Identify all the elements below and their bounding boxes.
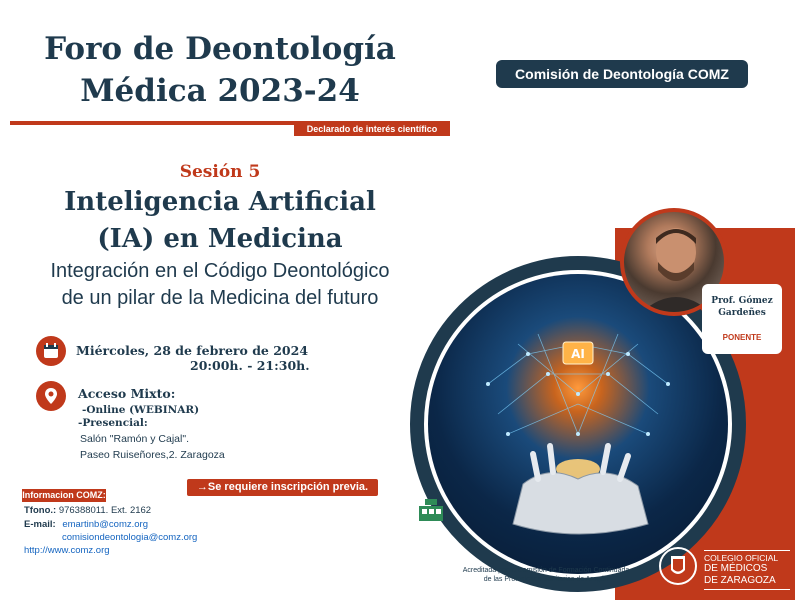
- contact-heading: Informacion COMZ:: [22, 490, 106, 500]
- college-line-1: COLEGIO OFICIAL: [704, 553, 779, 563]
- topic-line-2: (IA) en Medicina: [97, 224, 343, 254]
- title-line-1: Foro de Deontología: [44, 31, 396, 67]
- venue-address: Paseo Ruiseñores,2. Zaragoza: [80, 449, 225, 461]
- phone-line: [24, 505, 151, 516]
- session-subtitle: [0, 258, 440, 312]
- topic-line-1: Inteligencia Artificial: [64, 187, 376, 217]
- accreditation-line-2: de las Profesiones Sanitarias de Aragón: [483, 576, 609, 583]
- commission-badge: Comisión de Deontología COMZ: [496, 60, 748, 88]
- phone-number: 976388011. Ext. 2162: [58, 505, 152, 516]
- subtitle-line-2: de un pilar de la Medicina del futuro: [61, 287, 379, 309]
- venue-room: Salón "Ramón y Cajal".: [80, 433, 190, 445]
- accreditation-line-1: Acreditada por la Comisión de Formación Continuada: [462, 567, 630, 574]
- subtitle-line-1: Integración en el Código Deontológico: [50, 260, 390, 282]
- calendar-icon: [36, 336, 66, 366]
- speaker-name-line-1: Prof. Gómez: [711, 296, 773, 306]
- email-line: [24, 519, 148, 530]
- email-link-1[interactable]: emartinb@comz.org: [62, 519, 148, 530]
- registration-notice: →Se requiere inscripción previa.: [187, 479, 378, 496]
- college-crest-icon: [658, 544, 698, 592]
- website-link[interactable]: http://www.comz.org: [24, 545, 110, 556]
- college-line-3: DE ZARAGOZA: [704, 575, 776, 586]
- ai-brain-hand-image: [428, 274, 728, 574]
- speaker-name: [702, 295, 782, 319]
- session-label: Sesión 5: [179, 162, 261, 182]
- access-presencial: -Presencial:: [78, 417, 148, 429]
- ai-chip-label: AI: [571, 347, 585, 361]
- declared-badge: Declarado de interés científico: [294, 122, 450, 136]
- access-online: -Online (WEBINAR): [82, 404, 200, 416]
- college-line-2: DE MÉDICOS: [704, 563, 768, 574]
- location-pin-icon: [36, 381, 66, 411]
- event-date: Miércoles, 28 de febrero de 2024: [76, 343, 309, 358]
- page-title: [0, 28, 440, 112]
- phone-label: Tfono.:: [24, 505, 57, 516]
- accreditation-logo: [418, 498, 444, 526]
- email-link-2[interactable]: comisiondeontologia@comz.org: [62, 532, 198, 543]
- title-line-2: Médica 2023-24: [80, 73, 360, 109]
- email-label: E-mail:: [24, 519, 56, 530]
- session-topic: [0, 184, 440, 258]
- speaker-role: PONENTE: [722, 333, 762, 342]
- access-title: Acceso Mixto:: [78, 386, 176, 401]
- event-time: 20:00h. - 21:30h.: [190, 358, 310, 373]
- speaker-name-line-2: Gardeñes: [718, 308, 766, 318]
- accreditation-text: [436, 566, 656, 584]
- college-name: [704, 550, 790, 590]
